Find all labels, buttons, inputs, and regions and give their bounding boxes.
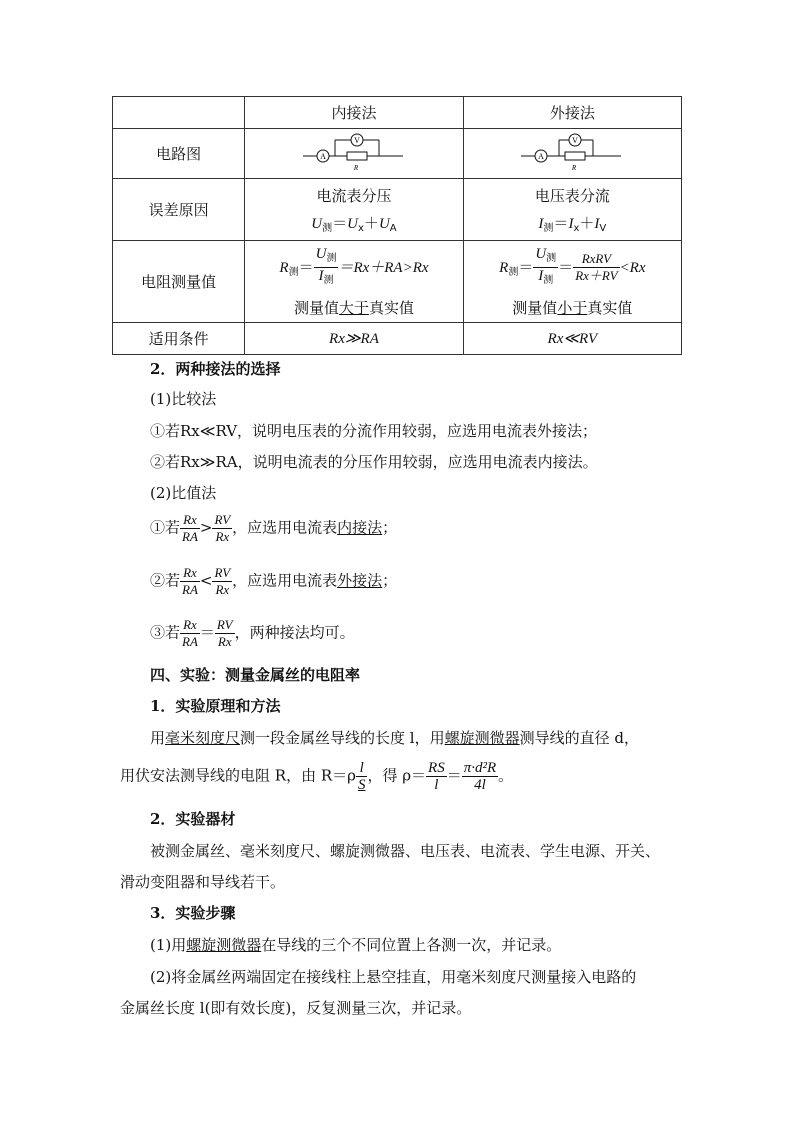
section4-h1: 1．实验原理和方法 [150, 697, 281, 715]
error-inner-formula: $U_测=U_x+U_A$ [311, 214, 397, 234]
header-inner: 内接法 [245, 97, 463, 129]
section4-title: 四、实验：测量金属丝的电阻率 [150, 666, 361, 684]
section4-h2: 2．实验器材 [150, 810, 236, 828]
error-inner-text: 电流表分压 [316, 187, 392, 205]
ratio-rule-3: ③若 $\frac{Rx}{RA}$ ＝ $\frac{RV}{Rx}$ ，两种接法均可。 [150, 617, 355, 649]
circuit-inner-cell [245, 129, 463, 179]
measured-inner-formula: $R_测=$ $\frac{U_测}{I_测}$ ＝Rx＋RA>Rx [279, 245, 429, 286]
error-outer-text: 电压表分流 [534, 187, 610, 205]
header-blank [113, 97, 245, 129]
section4-m2: 滑动变阻器和导线若干。 [120, 873, 286, 891]
section2-sub2: (2)比值法 [150, 484, 217, 502]
section4-p2: 用伏安法测导线的电阻 R，由 R＝ρ $\frac{l}{S}$ ，得 ρ＝ $\frac{RS}{l}$ ＝ $\frac{\text{π·d²R}}{4l}$ 。 [120, 760, 514, 793]
row-label-error: 误差原因 [113, 179, 245, 241]
header-outer: 外接法 [463, 97, 681, 129]
comparison-table [112, 96, 682, 355]
section2-sub1: (1)比较法 [150, 390, 217, 408]
error-inner-cell [245, 179, 463, 241]
section4-s1: (1)用螺旋测微器在导线的三个不同位置上各测一次，并记录。 [150, 936, 562, 954]
ratio-rule-1: ①若 $\frac{Rx}{RA}$ > $\frac{RV}{Rx}$ ，应选用电流表内接法； [150, 512, 398, 544]
ratio-rule-2: ②若 $\frac{Rx}{RA}$ < $\frac{RV}{Rx}$ ，应选用电流表外接法； [150, 565, 398, 597]
svg-text:A: A [538, 151, 545, 161]
table-row-error [113, 179, 682, 241]
condition-inner: Rx≫RA [245, 323, 463, 355]
svg-text:V: V [354, 135, 360, 145]
outer-circuit-diagram [517, 132, 627, 172]
row-label-circuit: 电路图 [113, 129, 245, 179]
svg-text:A: A [320, 151, 326, 161]
section2-item1: ①若Rx≪RV，说明电压表的分流作用较弱，应选用电流表外接法； [150, 422, 598, 440]
section4-m1: 被测金属丝、毫米刻度尺、螺旋测微器、电压表、电流表、学生电源、开关、 [150, 842, 661, 860]
inner-circuit-diagram [299, 132, 409, 172]
svg-text:R: R [353, 163, 359, 172]
measured-outer-formula: $R_测=$ $\frac{U_测}{I_测}$ ＝ $\frac{\text{RxRV}}{Rx+RV}$ <Rx [499, 245, 646, 286]
table-header-row [113, 97, 682, 129]
svg-text:V: V [572, 135, 579, 145]
resistor-icon [347, 152, 367, 160]
row-label-condition: 适用条件 [113, 323, 245, 355]
measured-outer-note: 测量值小于真实值 [512, 298, 633, 317]
table-row-circuit [113, 129, 682, 179]
table-row-condition [113, 323, 682, 355]
section4-h3: 3．实验步骤 [150, 904, 236, 922]
section4-s2-2: 金属丝长度 l(即有效长度)，反复测量三次，并记录。 [120, 999, 472, 1017]
error-outer-cell [463, 179, 681, 241]
condition-outer: Rx≪RV [463, 323, 681, 355]
svg-text:R: R [572, 163, 577, 172]
error-outer-formula: $I_测=I_x+I_V$ [538, 214, 607, 234]
section4-s2-1: (2)将金属丝两端固定在接线柱上悬空挂直，用毫米刻度尺测量接入电路的 [150, 968, 637, 986]
measured-outer-cell [463, 241, 681, 323]
section2-item2: ②若Rx≫RA，说明电流表的分压作用较弱，应选用电流表内接法。 [150, 453, 598, 471]
section4-p1: 用毫米刻度尺测一段金属丝导线的长度 l，用螺旋测微器测导线的直径 d， [150, 729, 639, 747]
table-row-measured [113, 241, 682, 323]
section2-title: 2．两种接法的选择 [150, 360, 281, 378]
measured-inner-note: 测量值大于真实值 [293, 298, 414, 317]
row-label-measured: 电阻测量值 [113, 241, 245, 323]
resistor-icon [565, 152, 585, 160]
circuit-outer-cell [463, 129, 681, 179]
measured-inner-cell [245, 241, 463, 323]
